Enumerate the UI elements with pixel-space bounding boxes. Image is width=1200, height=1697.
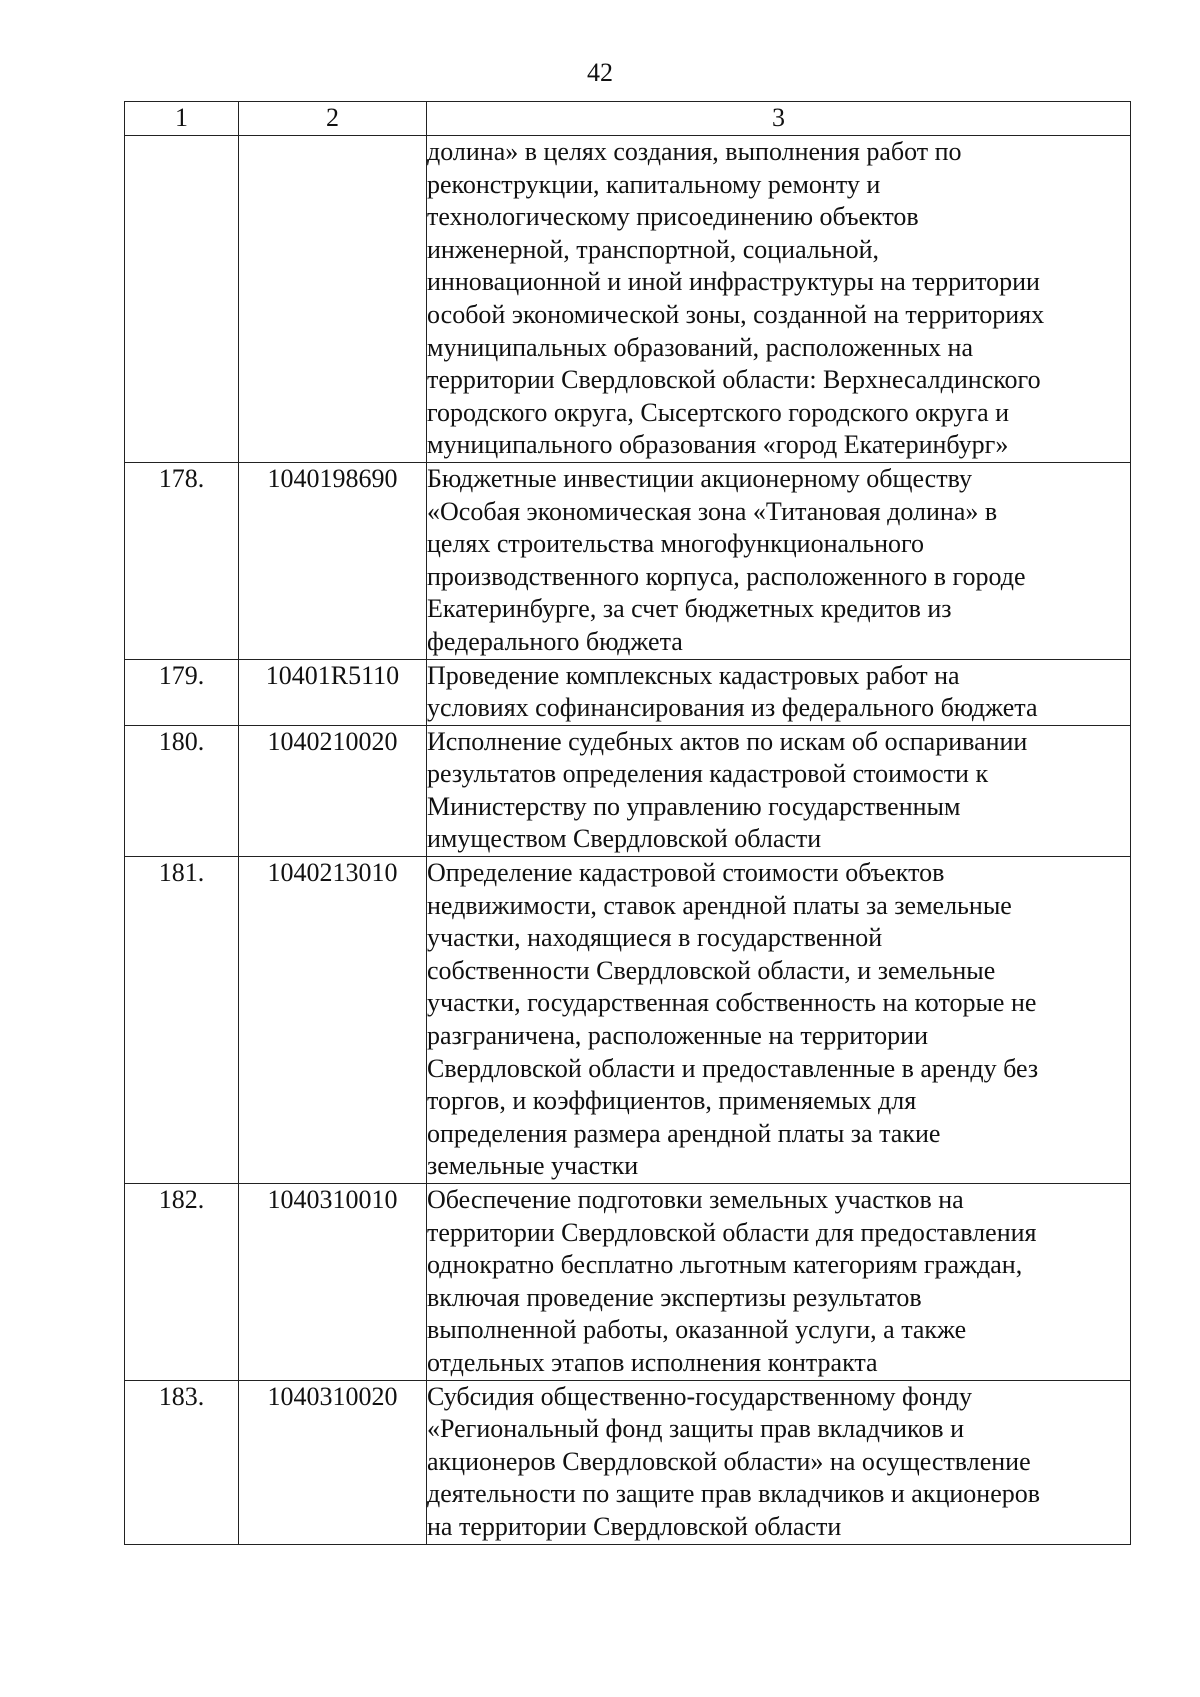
row-number: 181.	[125, 857, 239, 1184]
row-code: 1040210020	[239, 725, 427, 856]
row-number: 180.	[125, 725, 239, 856]
row-code: 10401R5110	[239, 659, 427, 725]
row-code: 1040310010	[239, 1184, 427, 1381]
table-row	[125, 659, 1131, 725]
row-code: 1040198690	[239, 462, 427, 659]
row-description: Определение кадастровой стоимости объектов недвижимости, ставок арендной платы за земельные участки, находящиеся в государственной собственности Свердловской области, и земельные участки, государственная собственность на которые не разграничена, расположенные на территории Свердловской области и предоставленные в аренду без торгов, и коэффициентов, применяемых для определения размера арендной платы за такие земельные участки	[427, 857, 1131, 1184]
table-row	[125, 462, 1131, 659]
row-number: 178.	[125, 462, 239, 659]
row-description: Проведение комплексных кадастровых работ на условиях софинансирования из федерального бюджета	[427, 659, 1131, 725]
header-col-2: 2	[239, 102, 427, 136]
table-row	[125, 1380, 1131, 1544]
budget-codes-table	[124, 101, 1131, 1545]
row-number: 179.	[125, 659, 239, 725]
row-description: Обеспечение подготовки земельных участков на территории Свердловской области для предоставления однократно бесплатно льготным категориям граждан, включая проведение экспертизы результатов выполненной работы, оказанной услуги, а также отдельных этапов исполнения контракта	[427, 1184, 1131, 1381]
row-number: 182.	[125, 1184, 239, 1381]
page-number: 42	[587, 58, 613, 87]
row-description: Бюджетные инвестиции акционерному обществу «Особая экономическая зона «Титановая долина» в целях строительства многофункционального производственного корпуса, расположенного в городе Екатеринбурге, за счет бюджетных кредитов из федерального бюджета	[427, 462, 1131, 659]
row-number: 183.	[125, 1380, 239, 1544]
row-description: Субсидия общественно-государственному фонду «Региональный фонд защиты прав вкладчиков и акционеров Свердловской области» на осуществление деятельности по защите прав вкладчиков и акционеров на территории Свердловской области	[427, 1380, 1131, 1544]
table-header-row	[125, 102, 1131, 136]
row-description: долина» в целях создания, выполнения работ по реконструкции, капитальному ремонту и технологическому присоединению объектов инженерной, транспортной, социальной, инновационной и иной инфраструктуры на территории особой экономической зоны, созданной на территориях муниципальных образований, расположенных на территории Свердловской области: Верхнесалдинского городского округа, Сысертского городского округа и муниципального образования «город Екатеринбург»	[427, 136, 1131, 463]
row-code	[239, 136, 427, 463]
header-col-1: 1	[125, 102, 239, 136]
table-row	[125, 857, 1131, 1184]
row-number	[125, 136, 239, 463]
row-code: 1040213010	[239, 857, 427, 1184]
table-row	[125, 1184, 1131, 1381]
row-description: Исполнение судебных актов по искам об оспаривании результатов определения кадастровой стоимости к Министерству по управлению государственным имуществом Свердловской области	[427, 725, 1131, 856]
table-row	[125, 136, 1131, 463]
table-row	[125, 725, 1131, 856]
header-col-3: 3	[427, 102, 1131, 136]
row-code: 1040310020	[239, 1380, 427, 1544]
